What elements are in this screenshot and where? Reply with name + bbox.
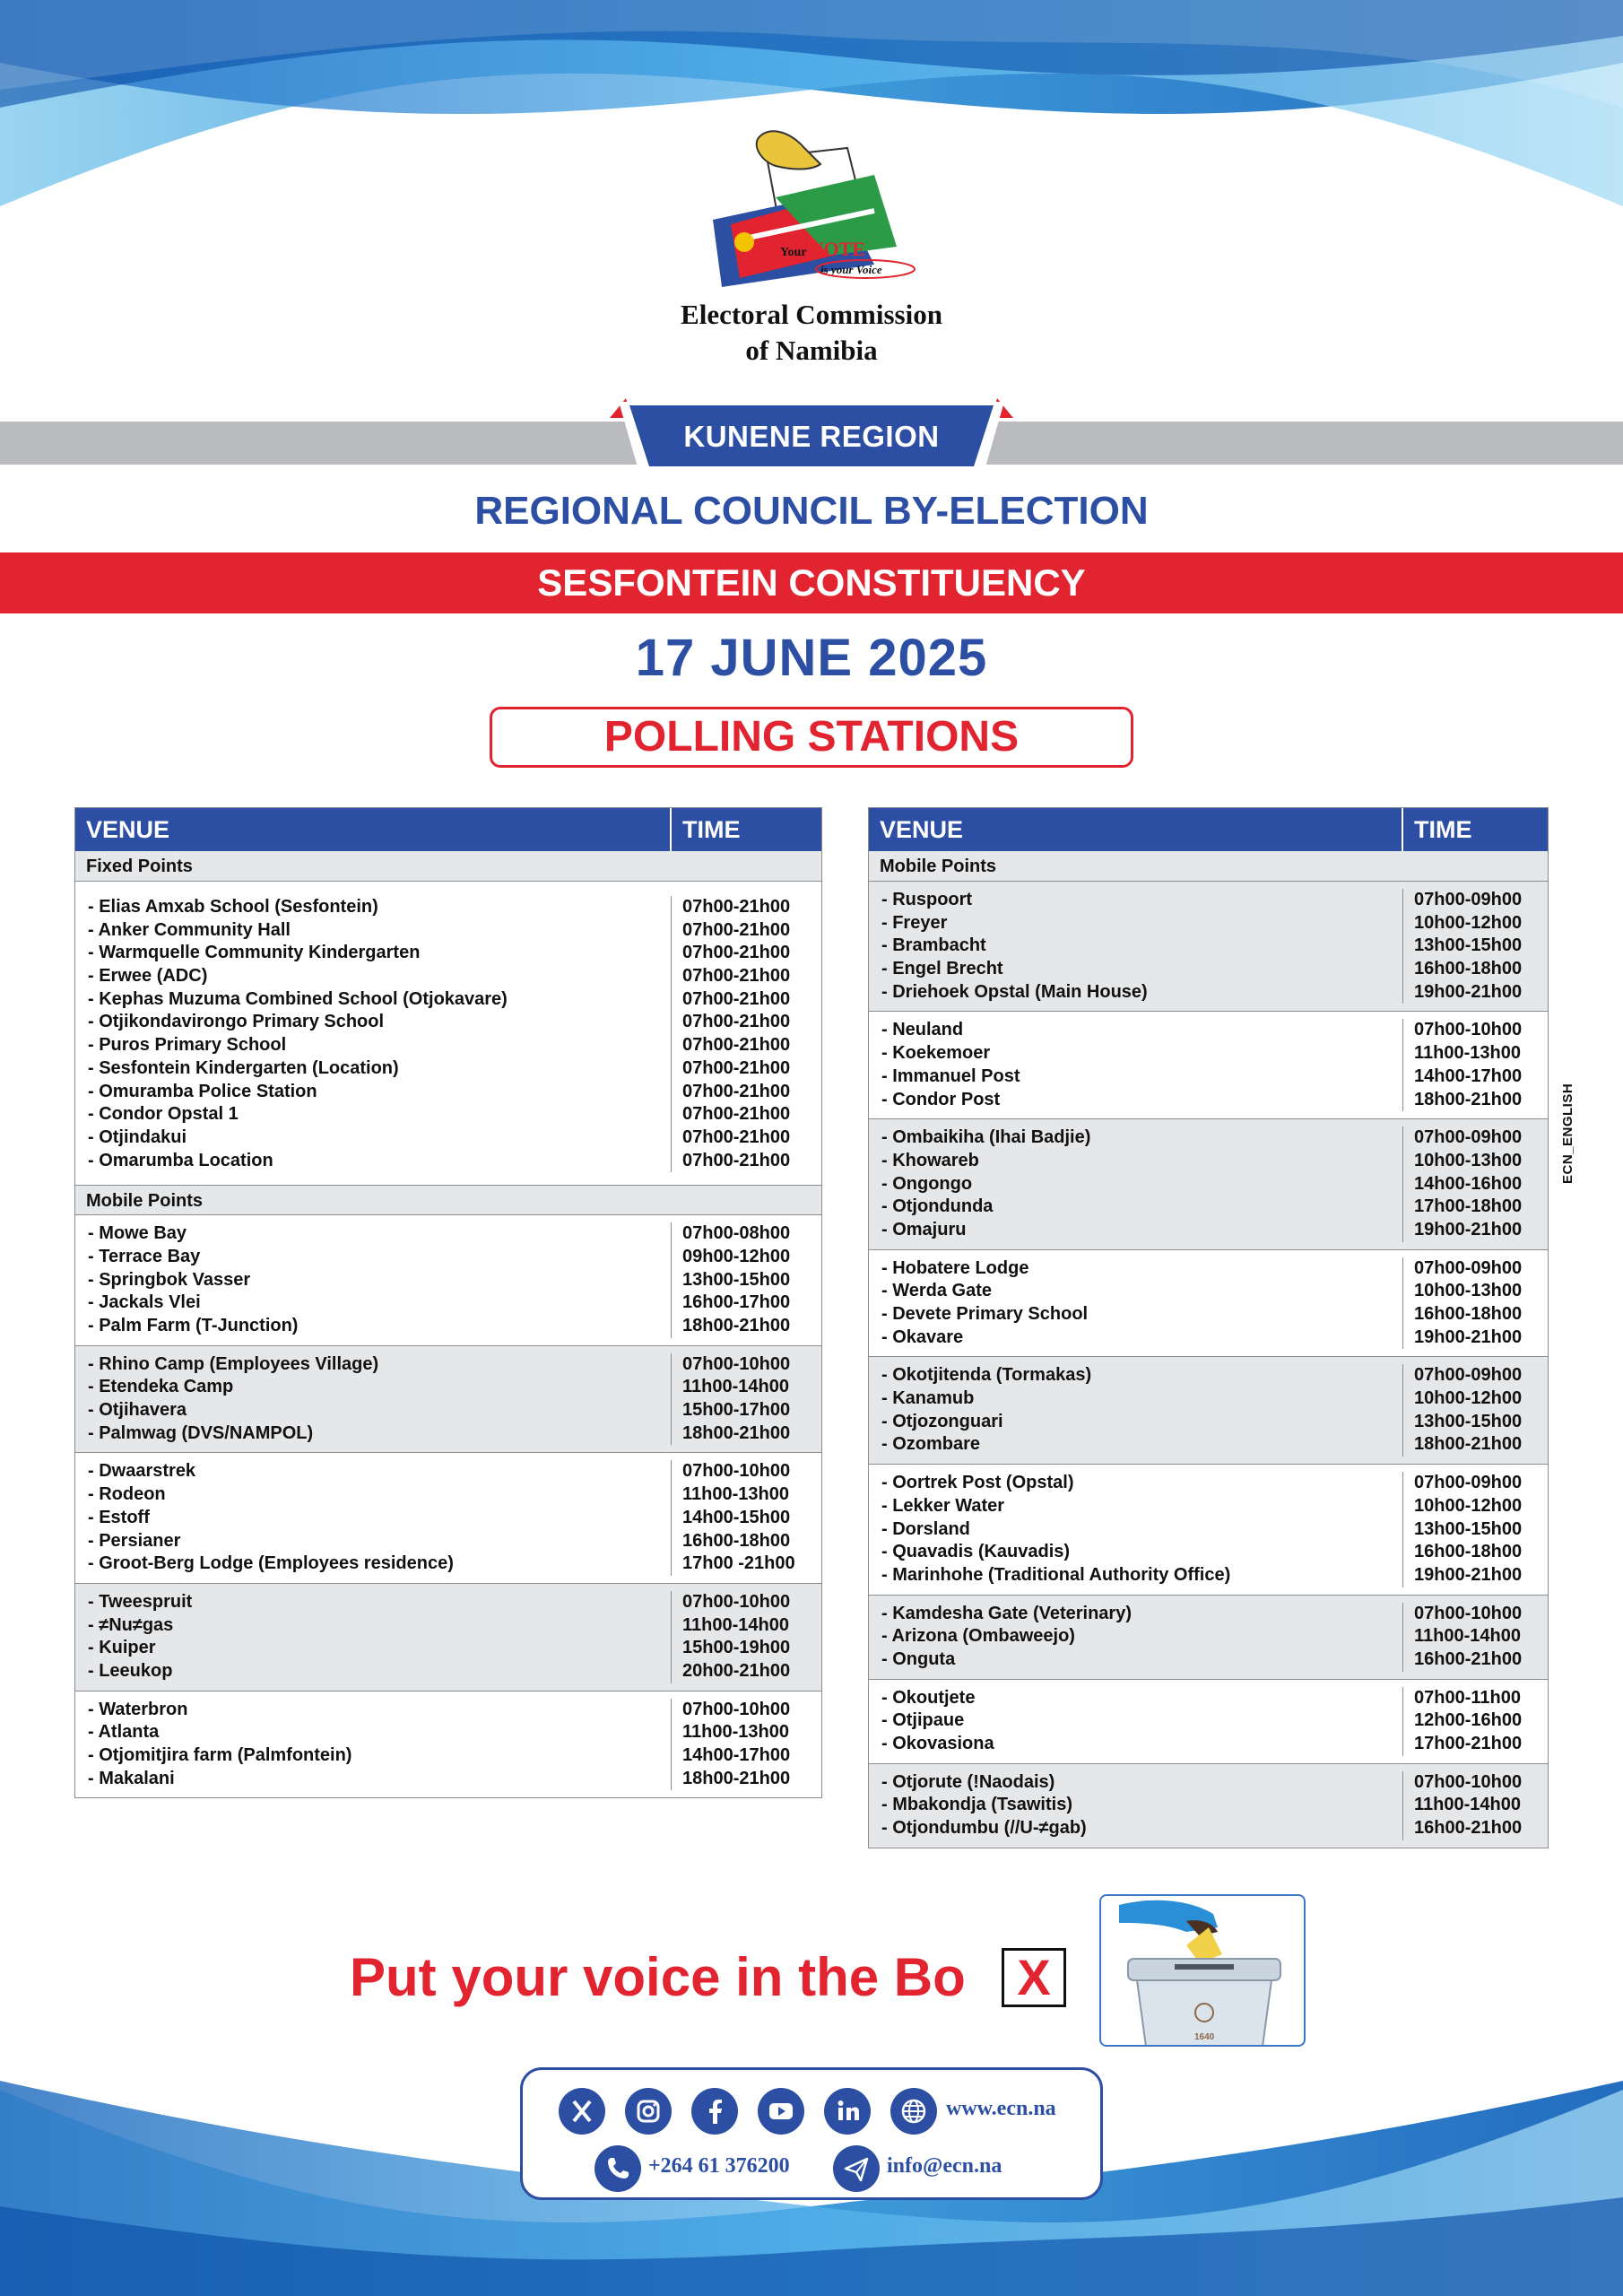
mobile-points-group (869, 1011, 1548, 1118)
venue-name: - Immanuel Post (881, 1065, 1020, 1086)
time-slot: 16h00-17h00 (682, 1292, 791, 1313)
venue-name: - Okavare (881, 1326, 964, 1347)
ballot-hand-logo-icon (695, 121, 928, 291)
venue-name: - Otjikondavirongo Primary School (88, 1012, 385, 1032)
svg-text:VOTE: VOTE (810, 238, 865, 260)
time-slot: 20h00-21h00 (682, 1660, 791, 1681)
time-slot: 13h00-15h00 (682, 1269, 791, 1290)
venue-cell (75, 1222, 672, 1337)
time-slot: 11h00-13h00 (1414, 1043, 1521, 1064)
mobile-points-groups (869, 882, 1548, 1848)
venue-cell (869, 1687, 1403, 1756)
time-slot: 18h00-21h00 (1414, 1434, 1523, 1455)
venue-name: - Oortrek Post (Opstal) (881, 1473, 1074, 1493)
time-slot: 07h00-21h00 (682, 1081, 791, 1101)
mobile-points-group (869, 882, 1548, 1011)
venue-name: - Elias Amxab School (Sesfontein) (88, 897, 378, 917)
venue-name: - Okovasiona (881, 1734, 994, 1753)
table-header (869, 808, 1548, 851)
polling-stations-title: POLLING STATIONS (490, 707, 1133, 768)
venue-name: - Kanamub (881, 1388, 975, 1409)
time-slot: 11h00-14h00 (1414, 1795, 1521, 1815)
send-icon (833, 2145, 880, 2192)
time-slot: 16h00-21h00 (1414, 1648, 1523, 1669)
venue-name: - Ruspoort (881, 890, 973, 909)
time-slot: 13h00-15h00 (1414, 1518, 1523, 1539)
venue-cell (75, 1460, 672, 1575)
time-slot: 07h00-08h00 (682, 1223, 791, 1244)
venue-name: - Rodeon (88, 1484, 166, 1505)
venue-name: - Leeukop (88, 1660, 173, 1681)
venue-name: - Ozombare (881, 1434, 981, 1455)
venue-column-header: VENUE (75, 808, 672, 851)
venue-name: - Groot-Berg Lodge (Employees residence) (88, 1553, 454, 1574)
time-cell (1403, 1687, 1547, 1756)
time-slot: 07h00-09h00 (1414, 1257, 1523, 1278)
venue-name: - Palm Farm (T-Junction) (88, 1316, 299, 1335)
venue-cell (869, 1771, 1403, 1840)
time-slot: 07h00-21h00 (682, 1150, 791, 1170)
venue-name: - Driehoek Opstal (Main House) (881, 981, 1148, 1002)
venue-name: - Koekemoer (881, 1043, 991, 1064)
mobile-points-group (869, 1118, 1548, 1248)
mobile-points-group (869, 1464, 1548, 1594)
venue-cell (75, 896, 672, 1172)
time-slot: 07h00-09h00 (1414, 1127, 1523, 1148)
time-slot: 11h00-13h00 (682, 1484, 789, 1505)
venue-name: - Ombaikiha (Ihai Badjie) (881, 1127, 1091, 1148)
time-slot: 10h00-12h00 (1414, 912, 1523, 933)
time-slot: 11h00-14h00 (1414, 1626, 1521, 1647)
venue-name: - Dwaarstrek (88, 1461, 196, 1482)
time-slot: 14h00-17h00 (682, 1745, 791, 1765)
organization-name (632, 297, 991, 369)
time-slot: 07h00-21h00 (682, 1035, 791, 1056)
mobile-points-group (75, 1345, 821, 1453)
time-slot: 07h00-21h00 (682, 1012, 791, 1032)
time-cell (672, 896, 820, 1172)
time-slot: 18h00-21h00 (682, 1768, 791, 1788)
time-slot: 15h00-19h00 (682, 1638, 791, 1658)
venue-name: - Otjozonguari (881, 1411, 1003, 1431)
phone-icon (595, 2145, 641, 2192)
ballot-box-icon (1101, 1896, 1306, 2047)
time-slot: 07h00-09h00 (1414, 890, 1523, 909)
venue-cell (75, 1591, 672, 1683)
time-slot: 13h00-15h00 (1414, 935, 1523, 956)
venue-name: - Arizona (Ombaweejo) (881, 1626, 1075, 1647)
venue-cell (75, 1699, 672, 1791)
mobile-points-label: Mobile Points (75, 1185, 821, 1215)
svg-text:is your Voice: is your Voice (820, 263, 882, 276)
time-cell (1403, 1019, 1547, 1111)
youtube-icon[interactable] (758, 2088, 804, 2135)
linkedin-icon[interactable] (824, 2088, 871, 2135)
slogan-x-mark: X (1002, 1948, 1066, 2007)
venue-name: - Otjipaue (881, 1710, 965, 1731)
time-cell (672, 1591, 820, 1683)
time-cell (1403, 1126, 1547, 1241)
time-slot: 13h00-15h00 (1414, 1411, 1523, 1431)
time-column-header: TIME (682, 816, 741, 843)
time-slot: 10h00-12h00 (1414, 1388, 1523, 1409)
mobile-points-group (869, 1679, 1548, 1763)
time-slot: 07h00-10h00 (682, 1591, 791, 1612)
ecn-logo (632, 121, 991, 372)
venue-name: - Quavadis (Kauvadis) (881, 1542, 1071, 1562)
venue-name: - Omuramba Police Station (88, 1081, 317, 1101)
time-slot: 07h00-21h00 (682, 1057, 791, 1078)
venue-column-header: VENUE (869, 808, 1403, 851)
venue-name: - Atlanta (88, 1722, 160, 1743)
phone-number[interactable]: +264 61 376200 (648, 2154, 790, 2178)
organization-name-line1: Electoral Commission (681, 299, 942, 330)
x-icon[interactable] (559, 2088, 605, 2135)
venue-name: - Warmquelle Community Kindergarten (88, 943, 421, 963)
venue-cell (869, 1472, 1403, 1587)
svg-text:1640: 1640 (1194, 2032, 1215, 2042)
time-slot: 19h00-21h00 (1414, 1219, 1523, 1239)
venue-name: - Otjihavera (88, 1400, 187, 1421)
venue-name: - Dorsland (881, 1518, 970, 1539)
venue-name: - Werda Gate (881, 1281, 992, 1301)
time-slot: 18h00-21h00 (682, 1422, 791, 1443)
time-slot: 07h00-11h00 (1414, 1687, 1521, 1708)
venue-name: - Persianer (88, 1530, 181, 1551)
time-slot: 10h00-13h00 (1414, 1150, 1523, 1170)
time-slot: 14h00-17h00 (1414, 1065, 1523, 1086)
venue-name: - Condor Opstal 1 (88, 1104, 239, 1125)
time-slot: 07h00-21h00 (682, 943, 791, 963)
time-slot: 07h00-21h00 (682, 988, 791, 1009)
mobile-points-group (869, 1356, 1548, 1464)
time-column-header: TIME (1414, 816, 1472, 843)
slogan-text: Put your voice in the Bo (350, 1947, 966, 2007)
venue-name: - Makalani (88, 1768, 175, 1788)
time-slot: 17h00-21h00 (1414, 1734, 1523, 1753)
time-cell (1403, 1771, 1547, 1840)
mobile-points-group (75, 1452, 821, 1582)
email-link[interactable]: info@ecn.na (887, 2154, 1002, 2178)
time-slot: 11h00-14h00 (682, 1377, 789, 1397)
venue-name: - Rhino Camp (Employees Village) (88, 1353, 379, 1374)
time-cell (672, 1222, 820, 1337)
mobile-points-groups (75, 1215, 821, 1797)
region-title: KUNENE REGION (683, 420, 940, 453)
right-stations-table (868, 807, 1549, 1848)
venue-name: - Onguta (881, 1648, 956, 1669)
time-cell (1403, 1472, 1547, 1587)
time-cell (672, 1699, 820, 1791)
venue-name: - Engel Brecht (881, 959, 1003, 979)
svg-text:Your: Your (780, 246, 807, 259)
election-date: 17 JUNE 2025 (635, 629, 988, 687)
venue-name: - Jackals Vlei (88, 1292, 201, 1313)
venue-name: - Khowareb (881, 1150, 979, 1170)
time-slot: 18h00-21h00 (1414, 1089, 1523, 1109)
venue-name: - Waterbron (88, 1699, 188, 1719)
venue-name: - Omajuru (881, 1219, 967, 1239)
venue-name: - Anker Community Hall (88, 919, 291, 940)
time-slot: 07h00-10h00 (682, 1699, 791, 1719)
venue-name: - Estoff (88, 1507, 150, 1527)
time-cell (672, 1353, 820, 1446)
fixed-points-label: Fixed Points (75, 851, 821, 882)
time-slot: 17h00 -21h00 (682, 1553, 795, 1574)
venue-name: - Freyer (881, 912, 948, 933)
venue-cell (869, 1257, 1403, 1350)
venue-name: - Neuland (881, 1020, 964, 1040)
time-slot: 07h00-10h00 (682, 1353, 791, 1374)
time-slot: 09h00-12h00 (682, 1246, 791, 1266)
venue-name: - Okoutjete (881, 1687, 976, 1708)
venue-name: - Brambacht (881, 935, 986, 956)
time-slot: 14h00-15h00 (682, 1507, 791, 1527)
venue-name: - Hobatere Lodge (881, 1257, 1029, 1278)
time-slot: 07h00-21h00 (682, 966, 791, 987)
time-slot: 07h00-21h00 (682, 1104, 791, 1125)
time-slot: 14h00-16h00 (1414, 1173, 1523, 1194)
venue-cell (869, 1126, 1403, 1241)
venue-name: - Lekker Water (881, 1495, 1005, 1516)
time-slot: 10h00-12h00 (1414, 1495, 1523, 1516)
venue-name: - Otjondumbu (//U-≠gab) (881, 1818, 1087, 1839)
website-link[interactable]: www.ecn.na (946, 2097, 1056, 2120)
time-slot: 07h00-21h00 (682, 1126, 791, 1147)
venue-name: - Puros Primary School (88, 1035, 287, 1056)
time-slot: 07h00-09h00 (1414, 1473, 1523, 1493)
mobile-points-group (75, 1691, 821, 1798)
mobile-points-group (75, 1215, 821, 1344)
venue-name: - Kephas Muzuma Combined School (Otjokavare) (88, 988, 508, 1009)
contact-card (520, 2067, 1103, 2200)
constituency-band: SESFONTEIN CONSTITUENCY (0, 552, 1623, 613)
globe-icon[interactable] (890, 2088, 937, 2135)
venue-name: - Terrace Bay (88, 1246, 201, 1266)
venue-name: - Omarumba Location (88, 1150, 273, 1170)
time-cell (1403, 1603, 1547, 1672)
venue-name: - Etendeka Camp (88, 1377, 234, 1397)
venue-name: - Ongongo (881, 1173, 973, 1194)
mobile-points-group (869, 1763, 1548, 1848)
venue-name: - Mbakondja (Tsawitis) (881, 1795, 1072, 1815)
time-slot: 07h00-10h00 (1414, 1603, 1523, 1623)
time-cell (672, 1460, 820, 1575)
time-slot: 16h00-18h00 (1414, 959, 1523, 979)
time-slot: 11h00-13h00 (682, 1722, 789, 1743)
time-slot: 07h00-10h00 (1414, 1771, 1523, 1792)
time-slot: 07h00-21h00 (682, 919, 791, 940)
venue-cell (869, 1019, 1403, 1111)
fixed-points-group (75, 882, 821, 1185)
time-slot: 18h00-21h00 (682, 1316, 791, 1335)
time-slot: 19h00-21h00 (1414, 981, 1523, 1002)
venue-name: - Erwee (ADC) (88, 966, 208, 987)
venue-name: - Tweespruit (88, 1591, 193, 1612)
venue-cell (869, 1364, 1403, 1457)
venue-name: - Otjomitjira farm (Palmfontein) (88, 1745, 352, 1765)
ballot-box-image (1099, 1894, 1306, 2047)
instagram-icon[interactable] (625, 2088, 672, 2135)
venue-name: - Kamdesha Gate (Veterinary) (881, 1603, 1132, 1623)
left-stations-table (74, 807, 822, 1798)
time-slot: 16h00-18h00 (1414, 1542, 1523, 1562)
venue-name: - ≠Nu≠gas (88, 1614, 174, 1635)
time-cell (1403, 889, 1547, 1004)
time-slot: 16h00-18h00 (1414, 1304, 1523, 1324)
time-slot: 19h00-21h00 (1414, 1564, 1523, 1585)
time-slot: 07h00-09h00 (1414, 1365, 1523, 1386)
time-slot: 11h00-14h00 (682, 1614, 789, 1635)
mobile-points-label: Mobile Points (869, 851, 1548, 882)
time-slot: 17h00-18h00 (1414, 1196, 1523, 1217)
time-slot: 07h00-10h00 (682, 1461, 791, 1482)
venue-name: - Mowe Bay (88, 1223, 187, 1244)
election-title: REGIONAL COUNCIL BY-ELECTION (474, 489, 1149, 533)
venue-name: - Springbok Vasser (88, 1269, 251, 1290)
time-slot: 07h00-10h00 (1414, 1020, 1523, 1040)
facebook-icon[interactable] (691, 2088, 738, 2135)
time-slot: 07h00-21h00 (682, 897, 791, 917)
venue-name: - Kuiper (88, 1638, 156, 1658)
time-slot: 10h00-13h00 (1414, 1281, 1523, 1301)
time-slot: 16h00-21h00 (1414, 1818, 1523, 1839)
time-slot: 15h00-17h00 (682, 1400, 791, 1421)
venue-name: - Otjindakui (88, 1126, 187, 1147)
venue-name: - Okotjitenda (Tormakas) (881, 1365, 1092, 1386)
time-cell (1403, 1364, 1547, 1457)
mobile-points-group (869, 1595, 1548, 1679)
venue-cell (869, 889, 1403, 1004)
time-slot: 16h00-18h00 (682, 1530, 791, 1551)
venue-name: - Devete Primary School (881, 1304, 1089, 1324)
time-slot: 19h00-21h00 (1414, 1326, 1523, 1347)
document-code: ECN_ENGLISH (1560, 1083, 1575, 1184)
organization-name-line2: of Namibia (745, 335, 878, 366)
venue-name: - Otjorute (!Naodais) (881, 1771, 1055, 1792)
venue-name: - Otjondunda (881, 1196, 994, 1217)
venue-cell (869, 1603, 1403, 1672)
time-slot: 12h00-16h00 (1414, 1710, 1523, 1731)
mobile-points-group (75, 1583, 821, 1691)
venue-name: - Palmwag (DVS/NAMPOL) (88, 1422, 314, 1443)
venue-name: - Sesfontein Kindergarten (Location) (88, 1057, 399, 1078)
mobile-points-group (869, 1249, 1548, 1357)
time-cell (1403, 1257, 1547, 1350)
table-header (75, 808, 821, 851)
venue-name: - Marinhohe (Traditional Authority Office) (881, 1564, 1231, 1585)
venue-cell (75, 1353, 672, 1446)
venue-name: - Condor Post (881, 1089, 1001, 1109)
